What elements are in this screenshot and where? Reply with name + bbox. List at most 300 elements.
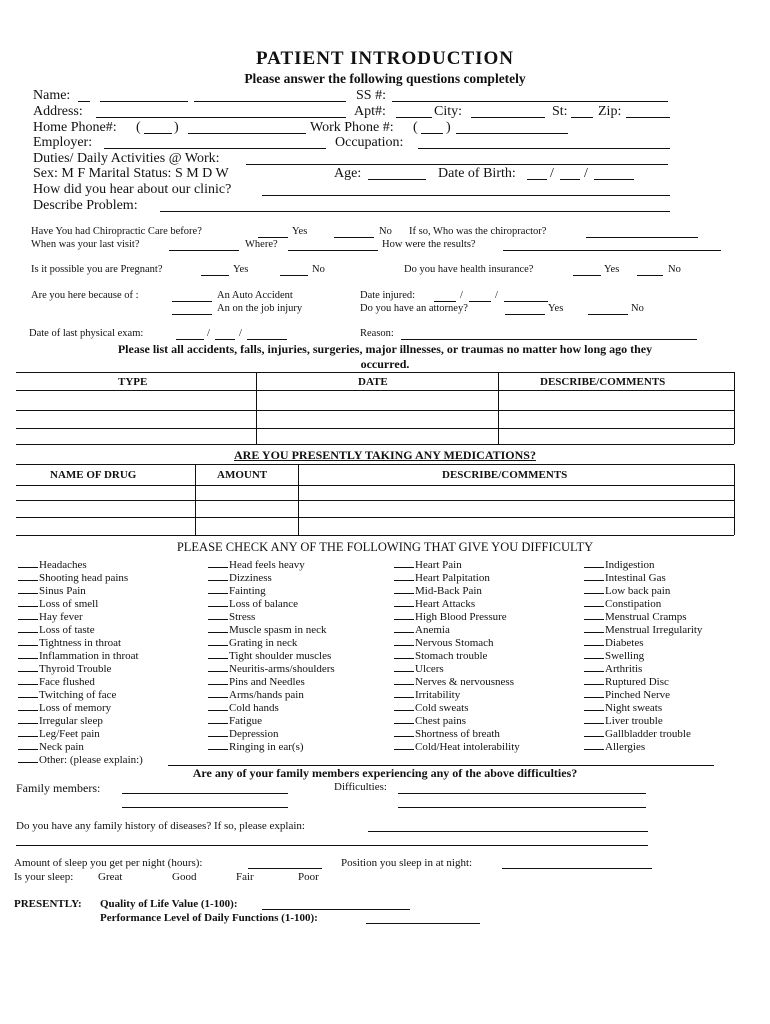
difficulty-checkbox[interactable] (208, 726, 228, 737)
ss-field[interactable] (392, 101, 668, 102)
insurance-no-label: No (668, 264, 681, 275)
difficulty-checkbox[interactable] (18, 609, 38, 620)
difficulty-checkbox[interactable] (394, 596, 414, 607)
difficulty-item-label: Neuritis-arms/shoulders (229, 663, 335, 675)
difficulty-item[interactable] (394, 596, 475, 610)
results-label: How were the results? (382, 239, 476, 250)
difficulty-item-label: Ruptured Disc (605, 676, 669, 688)
name-line-2[interactable] (100, 101, 188, 102)
name-label: Name: (33, 88, 71, 103)
difficulty-item[interactable] (584, 596, 661, 610)
difficulty-item-label: Irritability (415, 689, 461, 701)
quality-of-life-label: Quality of Life Value (1-100): (100, 898, 238, 910)
difficulty-checkbox[interactable] (18, 557, 38, 568)
difficulty-item-label: Stress (229, 611, 256, 623)
page-subtitle: Please answer the following questions completely (244, 71, 526, 86)
difficulty-item-label: Headaches (39, 559, 87, 571)
difficulty-item-label: Grating in neck (229, 637, 298, 649)
difficulty-item[interactable] (18, 609, 83, 623)
duties-label: Duties/ Daily Activities @ Work: (33, 151, 220, 166)
dob-month-field[interactable] (527, 179, 547, 180)
dob-year-field[interactable] (594, 179, 634, 180)
difficulty-checkbox[interactable] (208, 635, 228, 646)
accidents-col-date: DATE (358, 376, 388, 388)
difficulty-heading: PLEASE CHECK ANY OF THE FOLLOWING THAT GIVE YOU DIFFICULTY (176, 540, 594, 554)
difficulty-checkbox[interactable] (394, 648, 414, 659)
home-phone-field[interactable] (188, 133, 306, 134)
difficulty-checkbox[interactable] (208, 661, 228, 672)
family-members-field-2[interactable] (122, 807, 288, 808)
performance-field[interactable] (366, 923, 480, 924)
difficulty-checkbox[interactable] (394, 674, 414, 685)
difficulty-checkbox[interactable] (394, 687, 414, 698)
difficulty-checkbox[interactable] (18, 661, 38, 672)
difficulty-item-label: Menstrual Cramps (605, 611, 687, 623)
difficulty-checkbox[interactable] (584, 739, 604, 750)
difficulty-checkbox[interactable] (18, 583, 38, 594)
dob-day-field[interactable] (560, 179, 580, 180)
difficulty-checkbox[interactable] (208, 570, 228, 581)
hear-field[interactable] (262, 195, 670, 196)
difficulty-checkbox[interactable] (18, 752, 38, 763)
difficulty-item[interactable] (18, 583, 86, 597)
chiro-yes-blank[interactable] (258, 237, 288, 238)
difficulties-field-1[interactable] (398, 793, 646, 794)
here-because-label: Are you here because of : (31, 290, 139, 301)
sleep-amount-field[interactable] (248, 868, 322, 869)
difficulty-item[interactable] (394, 609, 507, 623)
difficulty-item[interactable] (394, 557, 462, 571)
difficulty-checkbox[interactable] (18, 739, 38, 750)
chiro-no-label: No (379, 226, 392, 237)
difficulty-item[interactable] (584, 661, 642, 675)
work-phone-field[interactable] (456, 133, 568, 134)
describe-problem-field[interactable] (160, 211, 670, 212)
difficulty-item[interactable] (394, 674, 514, 688)
difficulty-item-label: Stomach trouble (415, 650, 488, 662)
zip-label: Zip: (598, 104, 622, 119)
difficulty-item[interactable] (208, 622, 326, 636)
difficulty-checkbox[interactable] (394, 700, 414, 711)
difficulty-item[interactable] (208, 583, 266, 597)
occupation-field[interactable] (418, 148, 670, 149)
attorney-no-blank[interactable] (588, 314, 628, 315)
injured-year-field[interactable] (504, 301, 548, 302)
attorney-label: Do you have an attorney? (360, 303, 468, 314)
difficulty-item[interactable] (394, 622, 450, 636)
difficulty-checkbox[interactable] (584, 583, 604, 594)
difficulty-item[interactable] (208, 713, 262, 727)
difficulty-checkbox[interactable] (584, 648, 604, 659)
difficulty-item-label: Shooting head pains (39, 572, 129, 584)
difficulty-checkbox[interactable] (18, 713, 38, 724)
sleep-quality-label: Is your sleep: (14, 871, 74, 883)
difficulty-checkbox[interactable] (394, 609, 414, 620)
difficulty-item-label: Thyroid Trouble (39, 663, 112, 675)
difficulty-item[interactable] (208, 700, 279, 714)
attorney-no-label: No (631, 303, 644, 314)
difficulty-item[interactable] (584, 713, 663, 727)
home-phone-paren-close: ) (174, 120, 179, 135)
difficulty-checkbox[interactable] (584, 609, 604, 620)
injured-day-field[interactable] (469, 301, 491, 302)
difficulty-item[interactable] (208, 635, 297, 649)
difficulty-item-label: Indigestion (605, 559, 655, 571)
difficulty-item-label: Pinched Nerve (605, 689, 671, 701)
difficulty-item[interactable] (584, 570, 666, 584)
difficulty-item-label: Loss of smell (39, 598, 99, 610)
difficulty-checkbox[interactable] (584, 661, 604, 672)
family-history-field-2[interactable] (16, 845, 648, 846)
difficulty-item-label: Head feels heavy (229, 559, 305, 571)
sleep-poor-option[interactable]: Poor (298, 871, 319, 883)
pregnant-yes-blank[interactable] (201, 275, 229, 276)
difficulty-item[interactable] (584, 726, 691, 740)
sleep-fair-option[interactable]: Fair (236, 871, 254, 883)
difficulty-item[interactable] (394, 726, 500, 740)
difficulty-item[interactable] (394, 570, 490, 584)
difficulty-item-label: Nerves & nervousness (415, 676, 514, 688)
difficulty-item[interactable] (208, 687, 304, 701)
difficulty-item-label: Arms/hands pain (229, 689, 304, 701)
chiro-before-label: Have You had Chiropractic Care before? (31, 226, 202, 237)
sleep-great-option[interactable]: Great (98, 871, 123, 883)
difficulty-checkbox[interactable] (18, 570, 38, 581)
employer-field[interactable] (104, 148, 326, 149)
difficulty-item-label: Mid-Back Pain (415, 585, 482, 597)
difficulty-checkbox[interactable] (394, 557, 414, 568)
difficulty-item[interactable] (208, 609, 255, 623)
injured-month-field[interactable] (434, 301, 456, 302)
pregnant-no-label: No (312, 264, 325, 275)
difficulty-checkbox[interactable] (18, 700, 38, 711)
difficulty-checkbox[interactable] (18, 687, 38, 698)
work-phone-area-field[interactable] (421, 133, 443, 134)
difficulty-item[interactable] (394, 713, 466, 727)
difficulty-item-label: Constipation (605, 598, 662, 610)
sleep-position-label: Position you sleep in at night: (341, 857, 473, 869)
quality-of-life-field[interactable] (262, 909, 410, 910)
difficulty-item[interactable] (18, 726, 100, 740)
address-field[interactable] (96, 117, 346, 118)
difficulty-item[interactable] (18, 700, 111, 714)
difficulty-item[interactable] (18, 739, 84, 753)
difficulty-item[interactable] (18, 661, 111, 675)
difficulty-item[interactable] (208, 661, 335, 675)
difficulty-item[interactable] (208, 557, 305, 571)
difficulty-item-label: Ringing in ear(s) (229, 741, 304, 753)
duties-field[interactable] (246, 164, 668, 165)
accidents-instruction: Please list all accidents, falls, injuries, surgeries, major illnesses, or traumas no matter how long ago they (117, 342, 653, 356)
sleep-position-field[interactable] (502, 868, 652, 869)
difficulty-checkbox[interactable] (208, 713, 228, 724)
difficulty-checkbox[interactable] (18, 596, 38, 607)
auto-accident-blank[interactable] (172, 301, 212, 302)
difficulty-checkbox[interactable] (394, 726, 414, 737)
family-members-label: Family members: (16, 781, 101, 795)
sex-marital-label: Sex: M F Marital Status: S M D W (33, 166, 229, 181)
apt-field[interactable] (396, 117, 432, 118)
difficulty-checkbox[interactable] (18, 648, 38, 659)
name-line-1[interactable] (78, 101, 90, 102)
difficulty-checkbox[interactable] (208, 583, 228, 594)
difficulty-item[interactable] (394, 687, 460, 701)
injured-slash-2: / (495, 290, 498, 301)
difficulty-checkbox[interactable] (394, 583, 414, 594)
difficulty-item-label: Hay fever (39, 611, 83, 623)
difficulty-item-label: Loss of memory (39, 702, 112, 714)
difficulty-item[interactable] (394, 700, 468, 714)
difficulties-field-2[interactable] (398, 807, 646, 808)
difficulty-item-label: Diabetes (605, 637, 644, 649)
difficulty-item[interactable] (18, 687, 116, 701)
difficulty-item[interactable] (584, 583, 670, 597)
difficulty-checkbox[interactable] (18, 674, 38, 685)
insurance-no-blank[interactable] (637, 275, 663, 276)
difficulty-item[interactable] (18, 596, 98, 610)
work-phone-label: Work Phone #: (310, 120, 394, 135)
difficulty-checkbox[interactable] (584, 700, 604, 711)
difficulty-item-label: Nervous Stomach (415, 637, 494, 649)
difficulty-item-label: Leg/Feet pain (39, 728, 100, 740)
difficulty-item[interactable] (394, 661, 444, 675)
insurance-label: Do you have health insurance? (404, 264, 534, 275)
difficulty-item-label: Intestinal Gas (605, 572, 666, 584)
difficulty-item[interactable] (394, 739, 520, 753)
name-line-3[interactable] (194, 101, 346, 102)
job-injury-label: An on the job injury (217, 303, 303, 314)
difficulty-item-label: Anemia (415, 624, 450, 636)
difficulty-item-label: Menstrual Irregularity (605, 624, 703, 636)
difficulty-checkbox[interactable] (208, 557, 228, 568)
attorney-yes-label: Yes (548, 303, 564, 314)
difficulty-checkbox[interactable] (584, 570, 604, 581)
difficulty-item[interactable] (394, 635, 494, 649)
address-label: Address: (33, 104, 83, 119)
sleep-amount-label: Amount of sleep you get per night (hours): (14, 857, 203, 869)
difficulty-item[interactable] (584, 622, 702, 636)
where-label: Where? (245, 239, 278, 250)
difficulty-checkbox[interactable] (208, 596, 228, 607)
difficulty-item[interactable] (18, 635, 121, 649)
age-field[interactable] (368, 179, 426, 180)
accidents-instruction-2: occurred. (360, 357, 410, 371)
medications-col-drug: NAME OF DRUG (50, 469, 137, 481)
city-label: City: (434, 104, 463, 119)
difficulty-checkbox[interactable] (394, 622, 414, 633)
difficulty-item-label: Cold hands (229, 702, 279, 714)
sleep-good-option[interactable]: Good (172, 871, 197, 883)
difficulty-item-label: Pins and Needles (229, 676, 305, 688)
difficulty-item-label: Irregular sleep (39, 715, 103, 727)
difficulty-item[interactable] (584, 557, 655, 571)
performance-label: Performance Level of Daily Functions (1-100): (100, 912, 318, 924)
difficulty-item[interactable] (208, 648, 331, 662)
medications-question: ARE YOU PRESENTLY TAKING ANY MEDICATIONS? (234, 448, 536, 462)
ss-label: SS #: (356, 88, 386, 103)
difficulty-item[interactable] (18, 752, 143, 766)
chiro-yes-label: Yes (292, 226, 308, 237)
difficulty-item[interactable] (18, 674, 95, 688)
work-phone-paren-close: ) (446, 120, 451, 135)
difficulty-item-label: Loss of balance (229, 598, 299, 610)
reason-label: Reason: (360, 328, 394, 339)
date-injured-label: Date injured: (360, 290, 416, 301)
difficulty-item-label: Sinus Pain (39, 585, 86, 597)
zip-field[interactable] (626, 117, 670, 118)
difficulty-item[interactable] (584, 609, 687, 623)
difficulty-checkbox[interactable] (584, 713, 604, 724)
difficulty-checkbox[interactable] (394, 635, 414, 646)
insurance-yes-label: Yes (604, 264, 620, 275)
auto-accident-label: An Auto Accident (217, 290, 293, 301)
difficulty-item[interactable] (18, 713, 103, 727)
difficulty-checkbox[interactable] (584, 635, 604, 646)
job-injury-blank[interactable] (172, 314, 212, 315)
difficulty-item[interactable] (18, 648, 139, 662)
pregnant-no-blank[interactable] (280, 275, 308, 276)
chiropractor-label: If so, Who was the chiropractor? (409, 226, 547, 237)
reason-field[interactable] (401, 339, 697, 340)
city-field[interactable] (471, 117, 545, 118)
difficulty-item[interactable] (18, 557, 87, 571)
physical-day-field[interactable] (215, 339, 235, 340)
chiro-no-blank[interactable] (334, 237, 374, 238)
last-visit-field[interactable] (169, 250, 239, 251)
medications-col-amount: AMOUNT (217, 469, 268, 481)
difficulty-checkbox[interactable] (584, 557, 604, 568)
physical-slash-2: / (239, 328, 242, 339)
difficulty-item[interactable] (584, 687, 670, 701)
difficulty-item-label: Twitching of face (39, 689, 117, 701)
difficulty-checkbox[interactable] (584, 674, 604, 685)
difficulty-checkbox[interactable] (208, 674, 228, 685)
difficulty-item[interactable] (18, 622, 95, 636)
difficulty-checkbox[interactable] (584, 726, 604, 737)
dob-slash-2: / (584, 166, 588, 181)
difficulty-checkbox[interactable] (208, 700, 228, 711)
difficulty-checkbox[interactable] (584, 596, 604, 607)
difficulty-item-label: Face flushed (39, 676, 95, 688)
difficulty-item-label: Heart Palpitation (415, 572, 490, 584)
hear-label: How did you hear about our clinic? (33, 182, 232, 197)
difficulty-item-label: Cold/Heat intolerability (415, 741, 520, 753)
attorney-yes-blank[interactable] (505, 314, 545, 315)
difficulty-item-label: Muscle spasm in neck (229, 624, 327, 636)
difficulty-item-label: Tight shoulder muscles (229, 650, 332, 662)
home-phone-label: Home Phone#: (33, 120, 117, 135)
last-physical-label: Date of last physical exam: (29, 328, 144, 339)
state-field[interactable] (571, 117, 593, 118)
difficulty-checkbox[interactable] (394, 739, 414, 750)
home-phone-area-field[interactable] (144, 133, 172, 134)
difficulty-item-label: Loss of taste (39, 624, 95, 636)
difficulty-item-label: Cold sweats (415, 702, 469, 714)
difficulty-item-label: Allergies (605, 741, 646, 753)
difficulty-item[interactable] (394, 648, 487, 662)
difficulty-item-label: Night sweats (605, 702, 663, 714)
difficulties-label: Difficulties: (334, 781, 387, 793)
physical-year-field[interactable] (247, 339, 287, 340)
difficulty-item-label: Fatigue (229, 715, 262, 727)
insurance-yes-blank[interactable] (573, 275, 601, 276)
difficulty-item-label: Dizziness (229, 572, 272, 584)
state-label: St: (552, 104, 568, 119)
difficulty-item[interactable] (208, 674, 305, 688)
difficulty-item[interactable] (208, 596, 298, 610)
difficulty-item-label: Fainting (229, 585, 266, 597)
pregnant-label: Is it possible you are Pregnant? (31, 264, 163, 275)
difficulty-item[interactable] (584, 700, 662, 714)
difficulty-checkbox[interactable] (208, 622, 228, 633)
difficulty-item-label: Chest pains (415, 715, 467, 727)
difficulty-item[interactable] (18, 570, 128, 584)
difficulty-item-label: Arthritis (605, 663, 643, 675)
medications-col-describe: DESCRIBE/COMMENTS (442, 469, 568, 481)
difficulty-checkbox[interactable] (584, 622, 604, 633)
difficulty-checkbox[interactable] (208, 739, 228, 750)
home-phone-paren-open: ( (136, 120, 141, 135)
dob-label: Date of Birth: (438, 166, 516, 181)
difficulty-item[interactable] (208, 726, 279, 740)
difficulty-checkbox[interactable] (584, 687, 604, 698)
difficulty-checkbox[interactable] (208, 648, 228, 659)
difficulty-item-label: Other: (please explain:) (39, 754, 143, 766)
difficulty-checkbox[interactable] (208, 687, 228, 698)
presently-label: PRESENTLY: (14, 898, 82, 910)
family-question: Are any of your family members experiencing any of the above difficulties? (192, 766, 578, 780)
last-visit-label: When was your last visit? (31, 239, 140, 250)
injured-slash-1: / (460, 290, 463, 301)
accidents-col-type: TYPE (118, 376, 148, 388)
describe-problem-label: Describe Problem: (33, 198, 138, 213)
difficulty-item-label: Depression (229, 728, 279, 740)
physical-month-field[interactable] (176, 339, 204, 340)
family-members-field-1[interactable] (122, 793, 288, 794)
difficulty-item-label: Tightness in throat (39, 637, 122, 649)
difficulty-item-label: Inflammation in throat (39, 650, 139, 662)
difficulty-item-label: Shortness of breath (415, 728, 500, 740)
difficulty-checkbox[interactable] (18, 726, 38, 737)
difficulty-checkbox[interactable] (394, 661, 414, 672)
page-title: PATIENT INTRODUCTION (255, 48, 515, 69)
chiropractor-field[interactable] (586, 237, 698, 238)
difficulty-checkbox[interactable] (394, 570, 414, 581)
difficulty-item-label: High Blood Pressure (415, 611, 507, 623)
family-history-field-1[interactable] (368, 831, 648, 832)
physical-slash-1: / (207, 328, 210, 339)
work-phone-paren-open: ( (413, 120, 418, 135)
family-history-label: Do you have any family history of diseases? If so, please explain: (16, 820, 305, 832)
results-field[interactable] (503, 250, 721, 251)
difficulty-checkbox[interactable] (18, 635, 38, 646)
difficulty-item[interactable] (394, 583, 482, 597)
difficulty-checkbox[interactable] (394, 713, 414, 724)
difficulty-checkbox[interactable] (18, 622, 38, 633)
difficulty-item[interactable] (208, 570, 272, 584)
difficulty-item[interactable] (584, 648, 644, 662)
age-label: Age: (334, 166, 362, 181)
difficulty-item-label: Heart Pain (415, 559, 462, 571)
where-field[interactable] (288, 250, 378, 251)
difficulty-item-label: Heart Attacks (415, 598, 476, 610)
difficulty-item[interactable] (584, 674, 669, 688)
difficulty-item-label: Neck pain (39, 741, 84, 753)
difficulty-checkbox[interactable] (208, 609, 228, 620)
difficulty-item[interactable] (584, 635, 643, 649)
difficulty-item[interactable] (208, 739, 304, 753)
difficulty-item[interactable] (584, 739, 645, 753)
